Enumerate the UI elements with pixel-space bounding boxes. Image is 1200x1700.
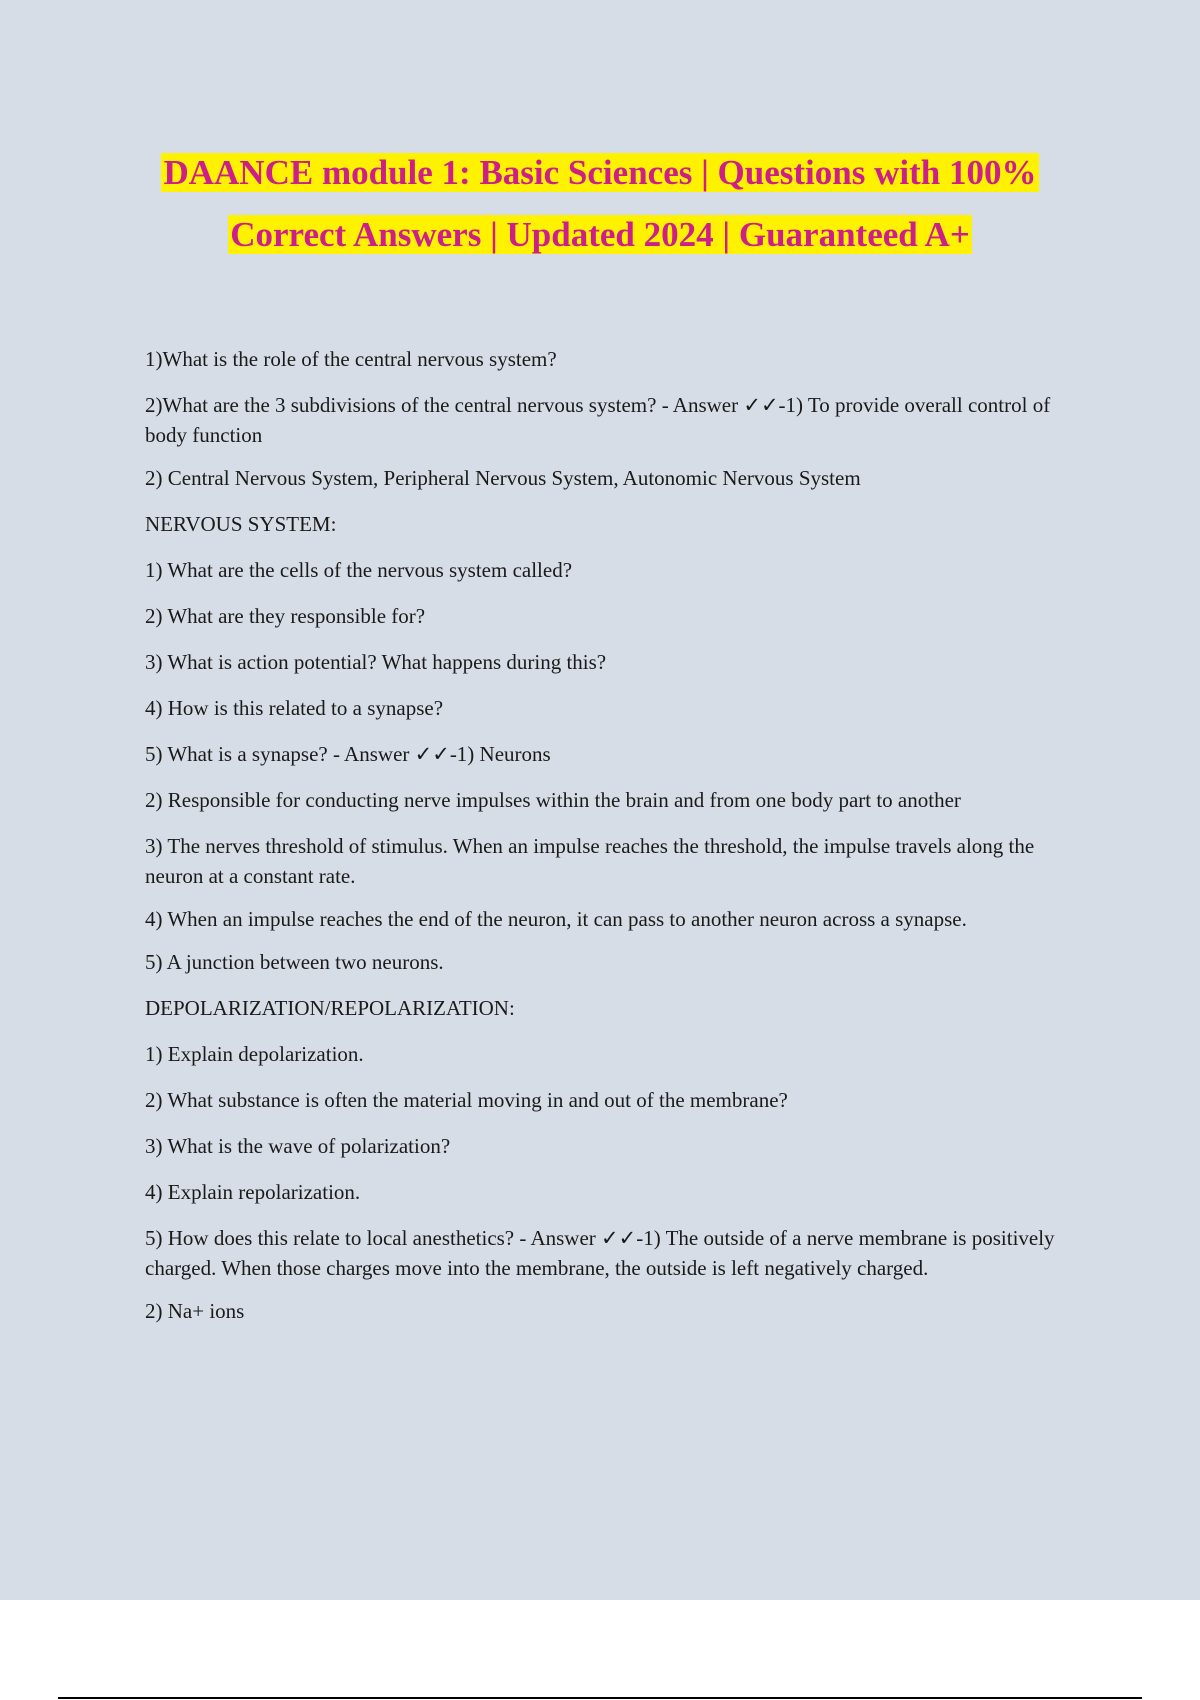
- title-line-2: [0, 204, 1200, 266]
- paragraph: 5) A junction between two neurons.: [145, 950, 444, 974]
- paragraph: 2)What are the 3 subdivisions of the central nervous system? - Answer ✓✓-1) To provide overall control of body function: [145, 393, 1051, 447]
- paragraph: 1) What are the cells of the nervous system called?: [145, 558, 573, 582]
- paragraph: 1) Explain depolarization.: [145, 1042, 364, 1066]
- paragraph: 2) Responsible for conducting nerve impulses within the brain and from one body part to another: [145, 788, 961, 812]
- paragraph: 3) What is the wave of polarization?: [145, 1134, 451, 1158]
- paragraph: 2) Central Nervous System, Peripheral Nervous System, Autonomic Nervous System: [145, 466, 861, 490]
- paragraph: 3) The nerves threshold of stimulus. When an impulse reaches the threshold, the impulse travels along the neuron at a constant rate.: [145, 834, 1035, 888]
- paragraph: 4) Explain repolarization.: [145, 1180, 361, 1204]
- paragraph: 4) How is this related to a synapse?: [145, 696, 444, 720]
- title-line-2-text: Correct Answers | Updated 2024 | Guaranteed A+: [230, 215, 970, 254]
- paragraph: 2) What substance is often the material moving in and out of the membrane?: [145, 1088, 788, 1112]
- paragraph: 5) How does this relate to local anesthetics? - Answer ✓✓-1) The outside of a nerve membrane is positively charged. When those charges move into the membrane, the outside is left negatively charged.: [145, 1226, 1055, 1280]
- section-heading: NERVOUS SYSTEM:: [145, 512, 337, 536]
- paragraph: 2) What are they responsible for?: [145, 604, 426, 628]
- paragraph: 5) What is a synapse? - Answer ✓✓-1) Neurons: [145, 742, 551, 766]
- paragraph: 3) What is action potential? What happens during this?: [145, 650, 607, 674]
- footer-divider: [58, 1697, 1142, 1699]
- document-body: [145, 344, 1095, 1342]
- paragraph: 1)What is the role of the central nervous system?: [145, 347, 557, 371]
- section-heading: DEPOLARIZATION/REPOLARIZATION:: [145, 996, 515, 1020]
- paragraph: 2) Na+ ions: [145, 1299, 245, 1323]
- title-line-1-text: DAANCE module 1: Basic Sciences | Questions with 100%: [163, 153, 1037, 192]
- document-title: [0, 142, 1200, 266]
- title-line-1: [0, 142, 1200, 204]
- paragraph: 4) When an impulse reaches the end of the neuron, it can pass to another neuron across a synapse.: [145, 907, 967, 931]
